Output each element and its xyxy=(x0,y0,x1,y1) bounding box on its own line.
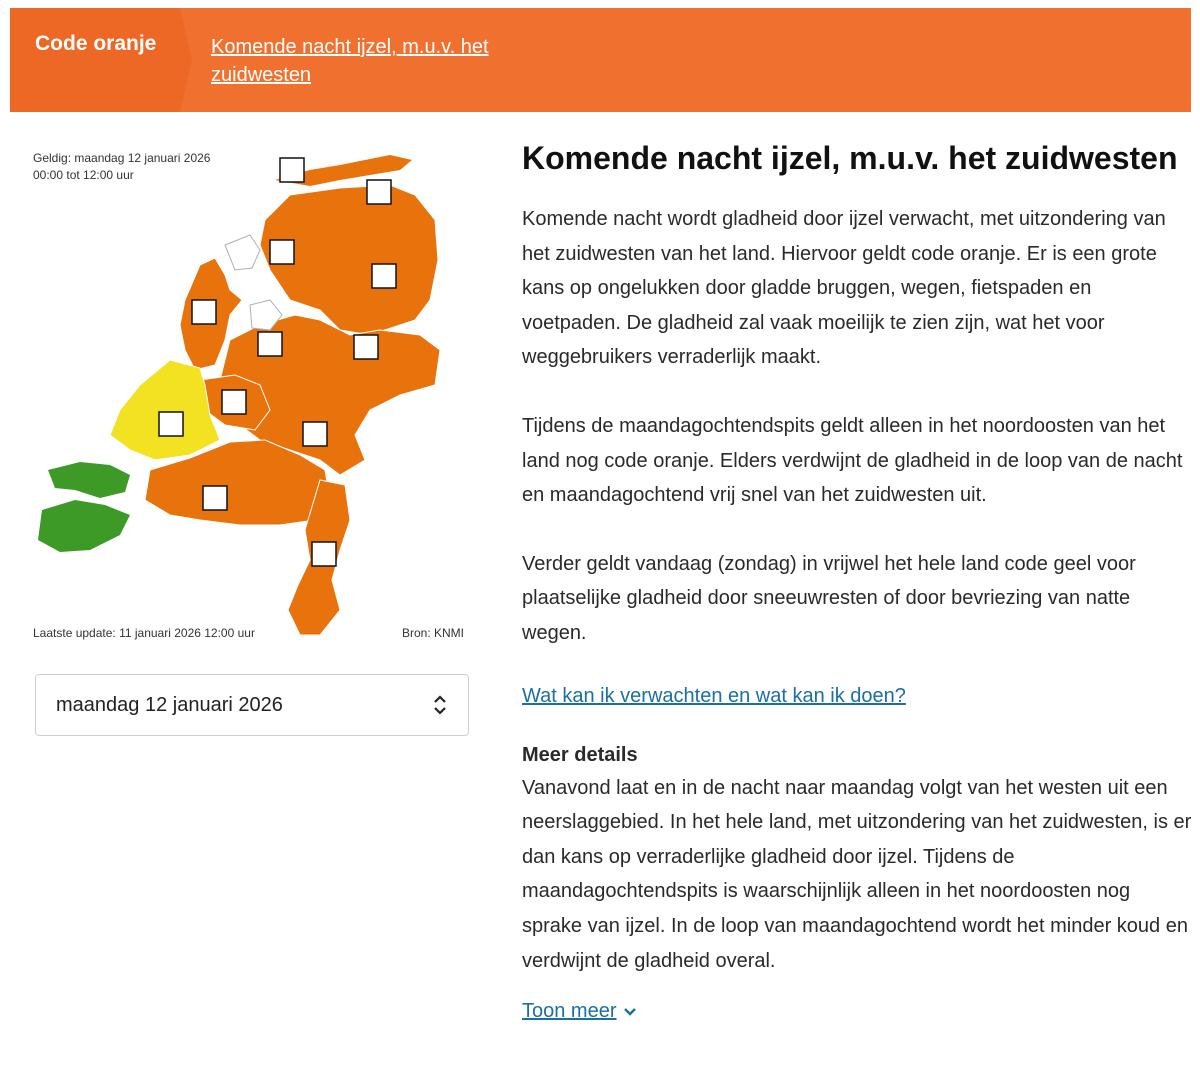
advice-link[interactable]: Wat kan ik verwachten en wat kan ik doen? xyxy=(522,684,906,707)
validity-date: Geldig: maandag 12 januari 2026 xyxy=(33,151,211,165)
black-ice-warning-icon xyxy=(222,390,246,414)
black-ice-warning-icon xyxy=(372,264,396,288)
code-level-label: Code oranje xyxy=(10,8,180,112)
warning-banner xyxy=(10,8,1191,112)
black-ice-warning-icon xyxy=(280,158,304,182)
details-heading: Meer details xyxy=(522,743,638,766)
warning-map xyxy=(20,140,480,650)
date-select-value: maandag 12 januari 2026 xyxy=(56,693,283,716)
banner-headline-link[interactable]: Komende nacht ijzel, m.u.v. het zuidwesten xyxy=(211,36,489,86)
map-last-update: Laatste update: 11 januari 2026 12:00 uur xyxy=(33,626,255,640)
warning-article xyxy=(522,136,1192,1023)
black-ice-warning-icon xyxy=(354,335,378,359)
show-more-link[interactable]: Toon meer xyxy=(522,1000,617,1023)
netherlands-map-graphic xyxy=(20,140,480,650)
map-validity xyxy=(33,150,210,184)
zuid-holland-region xyxy=(110,360,220,460)
black-ice-warning-icon xyxy=(367,180,391,204)
chevron-down-icon xyxy=(623,1007,637,1017)
show-more-toggle[interactable] xyxy=(522,1000,1192,1023)
article-title: Komende nacht ijzel, m.u.v. het zuidwesten xyxy=(522,140,1178,176)
black-ice-warning-icon xyxy=(258,332,282,356)
updown-chevron-icon xyxy=(432,694,448,716)
black-ice-warning-icon xyxy=(303,422,327,446)
details-text: Vanavond laat en in de nacht naar maandag volgt van het westen uit een neerslaggebied. In het hele land, met uitzondering van het zuidwesten, is er dan kans op verraderlijke gladheid door ijzel. Tijdens de maandagochtendspits is waarschijnlijk alleen in het noordoosten nog sprake van ijzel. In de loop van maandagochtend wordt het minder koud en verdwijnt de gladheid overal. xyxy=(522,776,1192,972)
black-ice-warning-icon xyxy=(203,486,227,510)
article-paragraph: Tijdens de maandagochtendspits geldt alleen in het noordoosten van het land nog code oranje. Elders verdwijnt de gladheid in de loop van de nacht en maandagochtend vrij snel van het zuidwesten uit. xyxy=(522,414,1183,507)
map-source: Bron: KNMI xyxy=(401,626,464,640)
black-ice-warning-icon xyxy=(270,240,294,264)
article-paragraph: Komende nacht wordt gladheid door ijzel verwacht, met uitzondering van het zuidwesten van het land. Hiervoor geldt code oranje. Er is een grote kans op ongelukken door gladde bruggen, wegen, fietspaden en voetpaden. De gladheid zal vaak moeilijk te zien zijn, wat het voor weggebruikers verraderlijk maakt. xyxy=(522,208,1166,369)
validity-time: 00:00 tot 12:00 uur xyxy=(33,168,134,182)
zeeland-region xyxy=(38,462,130,552)
article-paragraph: Verder geldt vandaag (zondag) in vrijwel het hele land code geel voor plaatselijke gladheid door sneeuwresten of door bevriezing van natte wegen. xyxy=(522,552,1136,644)
black-ice-warning-icon xyxy=(192,300,216,324)
black-ice-warning-icon xyxy=(312,542,336,566)
black-ice-warning-icon xyxy=(159,412,183,436)
date-select[interactable] xyxy=(35,674,469,736)
